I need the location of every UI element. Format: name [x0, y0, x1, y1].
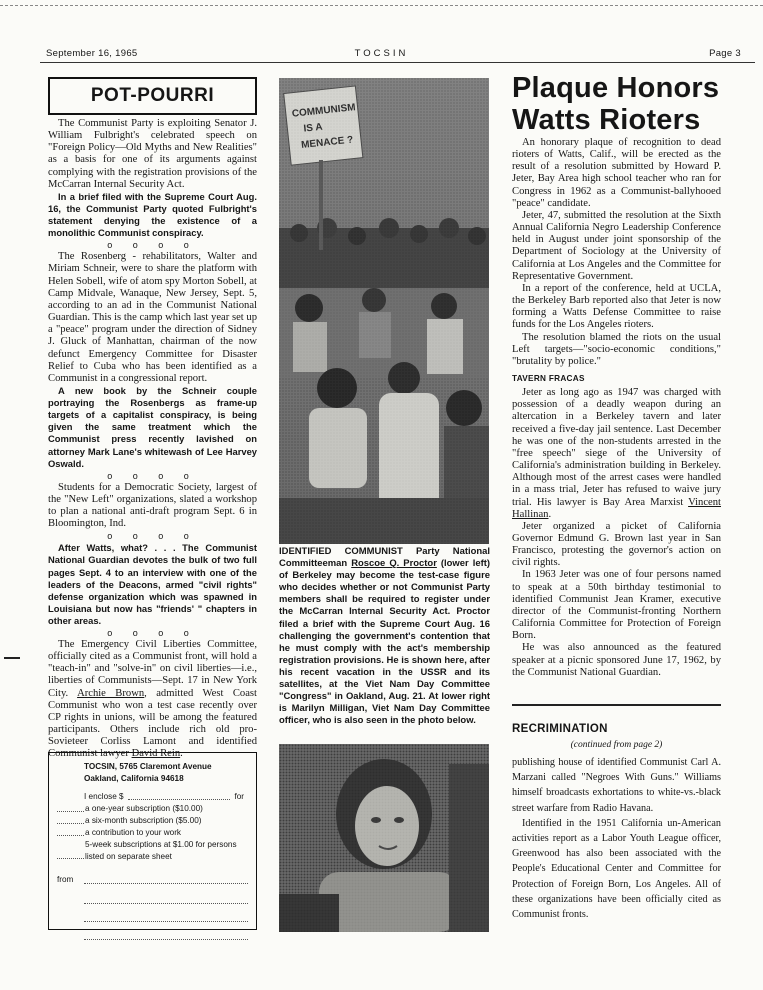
article-headline	[512, 72, 732, 136]
paragraph: The Communist Party is exploiting Senator J. William Fulbright's celebrated speech on "Foreign Policy—Old Myths and New Realities" as a basis for one of its arguments against complying with the registration provisions of the McCarran Internal Security Act.	[48, 118, 257, 190]
section-separator: o o o o	[107, 470, 198, 481]
name-vincent-hallinan: Vincent Hallinan	[512, 496, 721, 520]
address-blank	[84, 904, 248, 922]
section-separator: o o o o	[107, 240, 198, 251]
page-header	[0, 44, 763, 64]
paragraph: The resolution blamed the riots on the usual Left targets—"socio-economic conditions," "brutality by police."	[512, 331, 721, 367]
header-rule	[40, 62, 755, 63]
option-five-week: 5-week subscriptions at $1.00 for persons listed on separate sheet	[57, 839, 248, 862]
paragraph: Identified in the 1951 California un-American activities report as a Labor Youth League officer, Greenwood has also been associated with the People's Educational Center and Committee for Protection of Foreign Born, Los Angeles. All of these organizations have been officially cited as Communist fronts.	[512, 817, 721, 921]
enclose-line: I enclose $ for	[84, 792, 244, 801]
margin-mark	[4, 657, 20, 659]
pot-pourri-title-box	[48, 77, 257, 115]
top-edge-rule	[0, 5, 763, 6]
paragraph-ecl: The Emergency Civil Liberties Committee, officially cited as a Communist front, will hold a "teach-in" and "solve-in" on civil liberties—i.e., liberties of Communists—Sept. 17 in New York City. Archie Brown, admitted West Coast Communist who won a test case recently over CP rights in unions, will be among the featured participants. Others include rich old pro-Sovieteer Corliss Lamont and identified Communist lawyer David Rein.	[48, 638, 258, 760]
coupon-address-line2: Oakland, California 94618	[84, 773, 184, 783]
rally-photo	[279, 78, 489, 544]
checkbox-blank	[57, 815, 84, 824]
subscription-coupon	[48, 752, 257, 930]
paragraph: Jeter as long ago as 1947 was charged with possession of a deadly weapon during an altercation in a Berkeley tavern and later received a five-day jail sentence. Last December he was one of the non-students arrested in the "free speech" siege of the University of California's administration building in Berkeley. Although most of the arrest cases were handled in a mass trial, Jeter has refused to waive jury trial. His lawyer is Bay Area Marxist Vincent Hallinan.	[512, 387, 721, 520]
headline-line1: Plaque Honors	[512, 72, 720, 104]
paragraph: He was also announced as the featured speaker at a picnic sponsored June 17, 1962, by the Communist National Guardian.	[512, 642, 721, 678]
name-david-rein: David Rein	[131, 748, 181, 760]
section-separator: o o o o	[107, 627, 198, 638]
checkbox-blank	[57, 839, 84, 859]
from-blank	[84, 874, 248, 884]
paragraph-bold: In a brief filed with the Supreme Court Aug. 16, the Communist Party quoted Fulbright's statement denying the existence of a monolithic Communist conspiracy.	[48, 190, 257, 239]
section-separator: o o o o	[107, 531, 198, 542]
svg-text:MENACE ?: MENACE ?	[300, 134, 354, 151]
paragraph: In a report of the conference, held at UCLA, the Berkeley Barb reported also that Jeter is now forming a Watts Defense Committee to raise funds for the Los Angeles rioters.	[512, 282, 721, 331]
option-one-year: a one-year subscription ($10.00)	[57, 803, 248, 815]
address-blank	[84, 922, 248, 940]
coupon-address-line1: TOCSIN, 5765 Claremont Avenue	[84, 762, 212, 771]
milligan-photo-image	[279, 744, 489, 932]
milligan-photo	[279, 744, 489, 932]
paragraph: An honorary plaque of recognition to dead rioters of Watts, Calif., will be erected as the result of a resolution submitted by Howard P. Jeter, Bay Area high school teacher who ran for Congress in 1962 as a Communist-ballyhooed "peace" candidate.	[512, 137, 721, 209]
recrimination-body	[512, 755, 721, 922]
continued-note: (continued from page 2)	[570, 740, 663, 750]
paragraph: Jeter organized a picket of California Governor Edmund G. Brown last year in San Francisco, protesting the governor's action on civil rights.	[512, 520, 721, 569]
subhead-tavern-fracas: TAVERN FRACAS	[512, 373, 585, 383]
name-archie-brown: Archie Brown	[77, 687, 145, 699]
paragraph-bold: After Watts, what? . . . The Communist National Guardian devotes the bulk of two full pages Sept. 4 to an interview with one of the leaders of the Deacons, armed "civil rights" defense organization which was spawned in Louisiana but now has "friends' " chapters in other areas.	[48, 542, 257, 626]
paragraph: The Rosenberg - rehabilitators, Walter and Miriam Schneir, were to share the platform with Helen Sobell, wife of atom spy Morton Sobell, at Camp Midvale, Wanaque, New Jersey, Sept. 5, according to an ad in the Communist National Guardian. This is the camp which last year set up a "peace" program under the direction of Sidney J. Gluck of Manhattan, chairman of the now defunct Emergency Committee for Disaster Relief to Cuba who has been identified as a Communist in a congressional report.	[48, 251, 257, 384]
paragraph-bold: A new book by the Schneir couple portraying the Rosenbergs as frame-up targets of a capitalist conspiracy, is being given the same treatment which the Communist press recently lavished on attorney Mark Lane's whitewash of Lee Harvey Oswald.	[48, 385, 257, 469]
pot-pourri-title: POT-POURRI	[90, 85, 215, 106]
pot-pourri-column	[48, 118, 257, 761]
section-rule	[512, 704, 721, 706]
option-contribution: a contribution to your work	[57, 827, 248, 839]
paragraph: Students for a Democratic Society, largest of the "New Left" organizations, slated a workshop to plan a national anti-draft program Sept. 6 in Bloomington, Ind.	[48, 481, 257, 530]
photo-caption: IDENTIFIED COMMUNIST Party National Committeeman Roscoe Q. Proctor (lower left) of Berkeley may become the test-case figure who decides whether or not Communist Party members shall be required to register under the McCarran Internal Security Act. Proctor filed a brief with the Supreme Court Aug. 16 challenging the government's contention that he must comply with the act's membership registration provisions. He is shown here, after his recent vacation in the USSR and its satellites, at the Viet Nam Day Committee "Congress" in Oakland, Aug. 21. At lower right is Marilyn Milligan, Viet Nam Day Committee officer, who is also seen in the photo below.	[279, 546, 491, 727]
checkbox-blank	[57, 827, 84, 836]
page-number: Page 3	[709, 48, 741, 59]
recrimination-title: RECRIMINATION	[512, 723, 608, 735]
option-six-month: a six-month subscription ($5.00)	[57, 815, 248, 827]
paragraph: In 1963 Jeter was one of four persons named to speak at a 50th birthday testimonial to identified Communist Jean Kramer, executive director of the Communist-fronting Northern California Committee for Protection of Foreign Born.	[512, 569, 721, 642]
svg-text:COMMUNISM: COMMUNISM	[291, 102, 357, 120]
rally-photo-image	[279, 78, 489, 544]
amount-blank	[128, 791, 231, 800]
issue-date: September 16, 1965	[46, 48, 138, 59]
svg-text:IS A: IS A	[302, 121, 324, 135]
newspaper-name: TOCSIN	[354, 48, 409, 59]
address-blank	[84, 886, 248, 904]
paragraph: publishing house of identified Communist Carl A. Marzani called "Negroes With Guns." Williams himself broadcasts exhortations to white-vs.-black street warfare from Radio Havana.	[512, 757, 721, 814]
name-roscoe-proctor: Roscoe Q. Proctor	[351, 558, 437, 570]
headline-line2: Watts Rioters	[512, 104, 701, 136]
checkbox-blank	[57, 803, 84, 812]
from-line: from	[57, 874, 248, 886]
paragraph: Jeter, 47, submitted the resolution at the Sixth Annual California Negro Leadership Conference held in August under joint sponsorship of the Department of Sociology at the University of California at Los Angeles and the Committee for Representative Government.	[512, 209, 721, 282]
article-body	[512, 137, 721, 679]
